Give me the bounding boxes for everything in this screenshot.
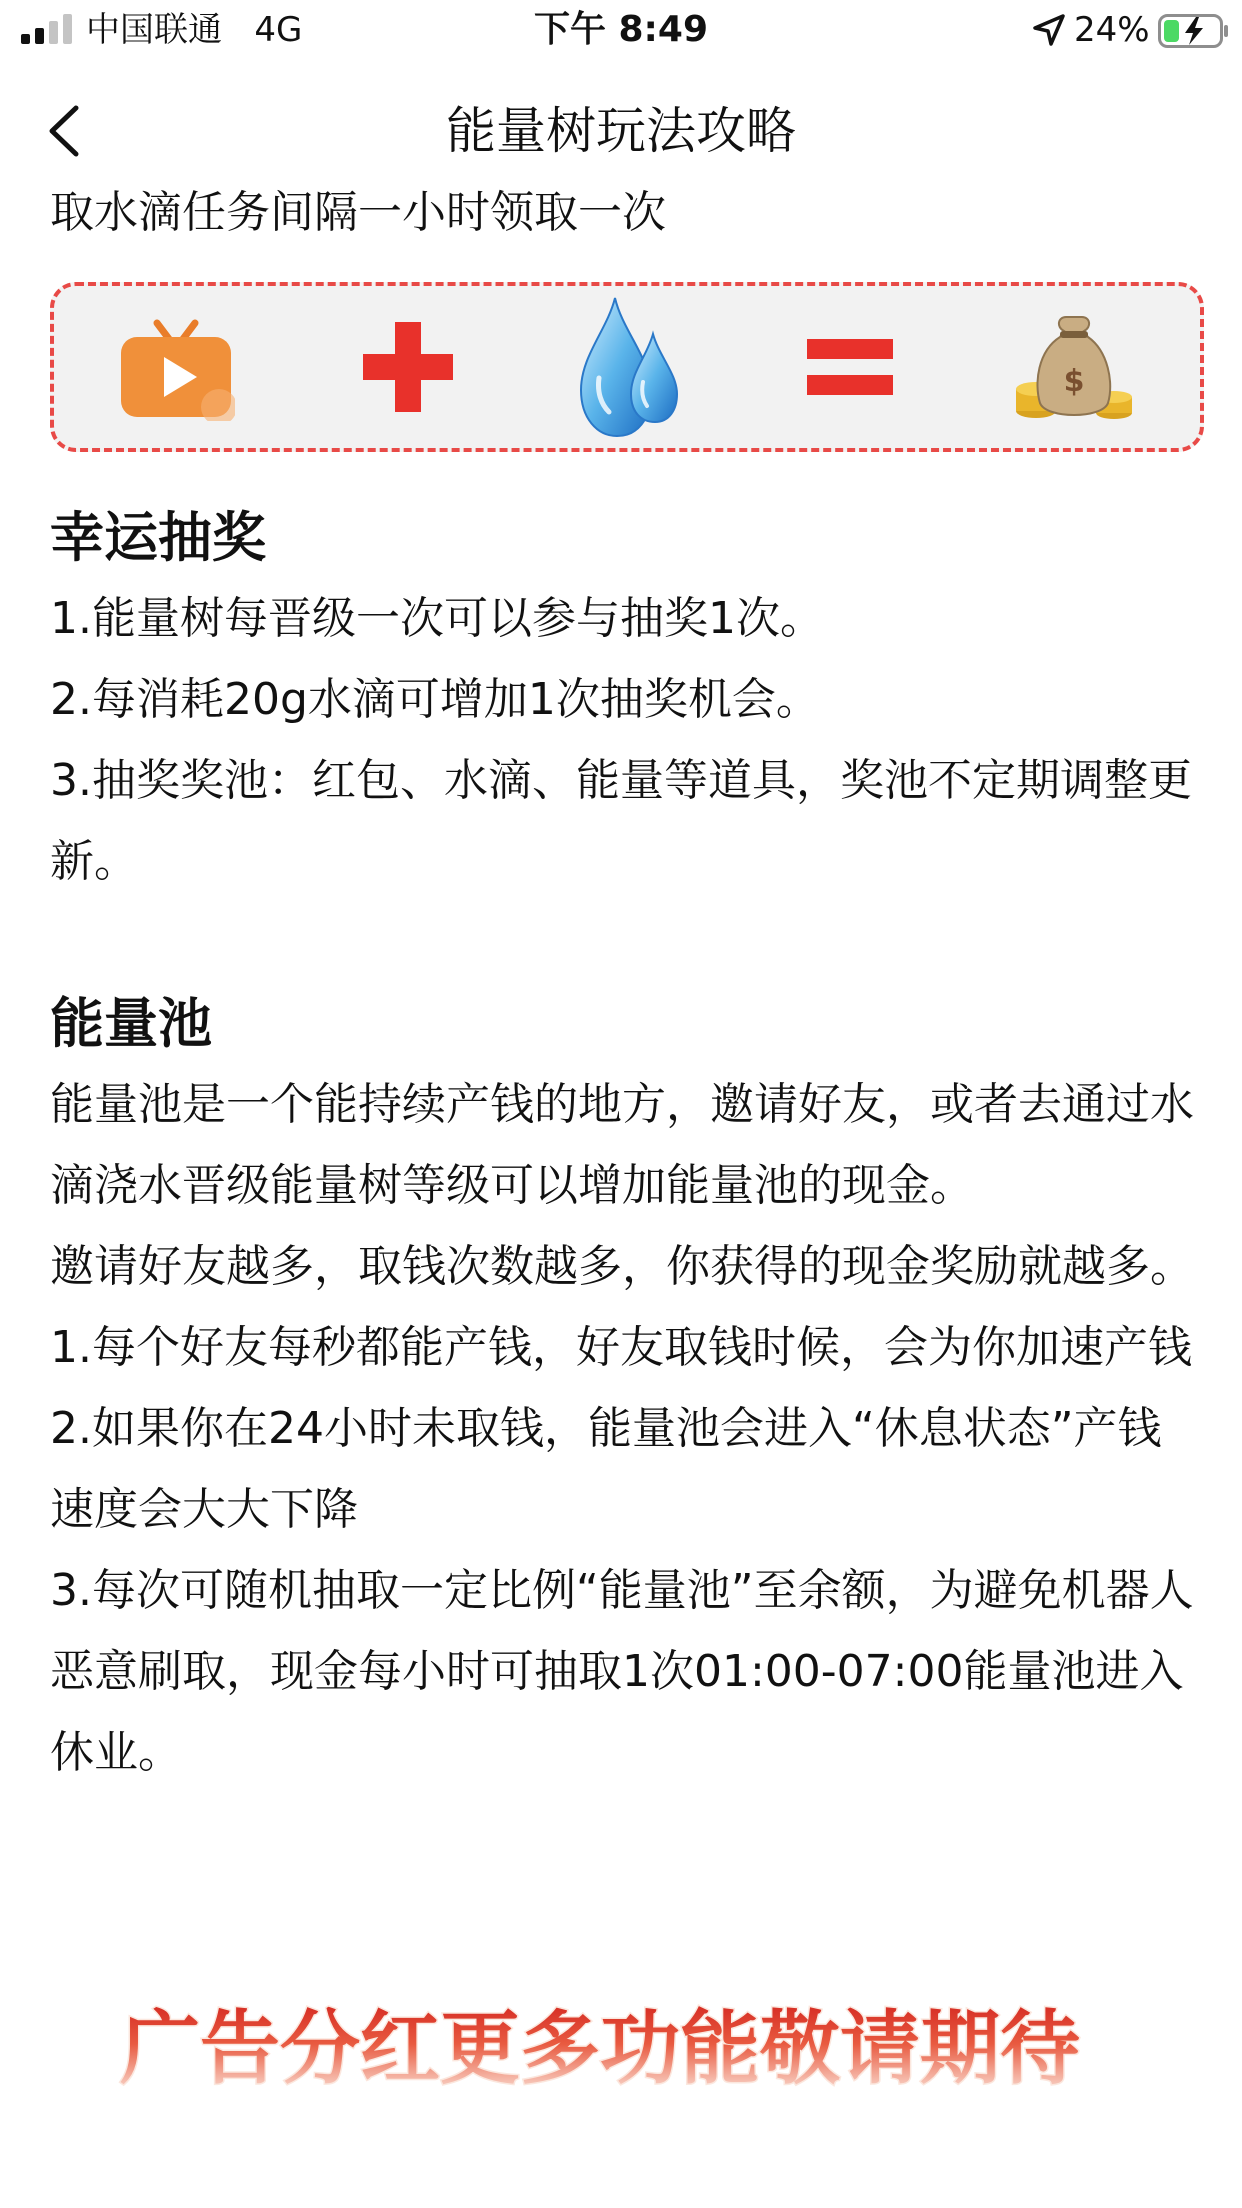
guide-content (50, 180, 1200, 1793)
lottery-rule-1: 1.能量树每晋级一次可以参与抽奖1次。 (50, 593, 824, 644)
plus-icon (360, 286, 456, 448)
location-arrow-icon (1033, 14, 1065, 46)
tv-play-icon (108, 286, 244, 448)
water-task-intro: 取水滴任务间隔一小时领取一次 (50, 187, 666, 238)
battery-charging-icon (1158, 14, 1230, 48)
energy-pool-section-title: 能量池 (50, 992, 212, 1055)
battery-percent: 24% (1074, 10, 1150, 50)
money-bag-icon (1004, 286, 1144, 448)
lottery-rule-3: 3.抽奖奖池：红包、水滴、能量等道具，奖池不定期调整更新。 (50, 755, 1192, 887)
water-drops-icon (574, 286, 684, 448)
lottery-section-title: 幸运抽奖 (50, 506, 266, 569)
lottery-rule-2: 2.每消耗20g水滴可增加1次抽奖机会。 (50, 674, 820, 725)
page-title: 能量树玩法攻略 (446, 102, 796, 160)
navigation-bar (0, 60, 1242, 192)
promo-banner-text: 广告分红更多功能敬请期待 (120, 2002, 1080, 2095)
energy-pool-rule-1: 1.每个好友每秒都能产钱，好友取钱时候，会为你加速产钱 (50, 1322, 1192, 1373)
status-time: 下午 8:49 (533, 9, 709, 50)
svg-text:$: $ (1063, 364, 1085, 399)
energy-pool-description: 能量池是一个能持续产钱的地方，邀请好友，或者去通过水滴浇水晋级能量树等级可以增加能量池的现金。 (50, 1079, 1194, 1211)
section-spacer (50, 902, 1200, 984)
status-bar (0, 0, 1242, 60)
equals-icon (802, 286, 898, 448)
carrier-label: 中国联通 4G (86, 10, 303, 50)
energy-pool-rule-2: 2.如果你在24小时未取钱，能量池会进入“休息状态”产钱速度会大大下降 (50, 1403, 1162, 1535)
reward-formula-panel (50, 282, 1204, 452)
energy-pool-invite-text: 邀请好友越多，取钱次数越多，你获得的现金奖励就越多。 (50, 1241, 1194, 1292)
promo-banner (50, 1990, 1150, 2110)
energy-pool-rule-3: 3.每次可随机抽取一定比例“能量池”至余额，为避免机器人恶意刷取，现金每小时可抽取1次01:00-07:00能量池进入休业。 (50, 1565, 1194, 1778)
